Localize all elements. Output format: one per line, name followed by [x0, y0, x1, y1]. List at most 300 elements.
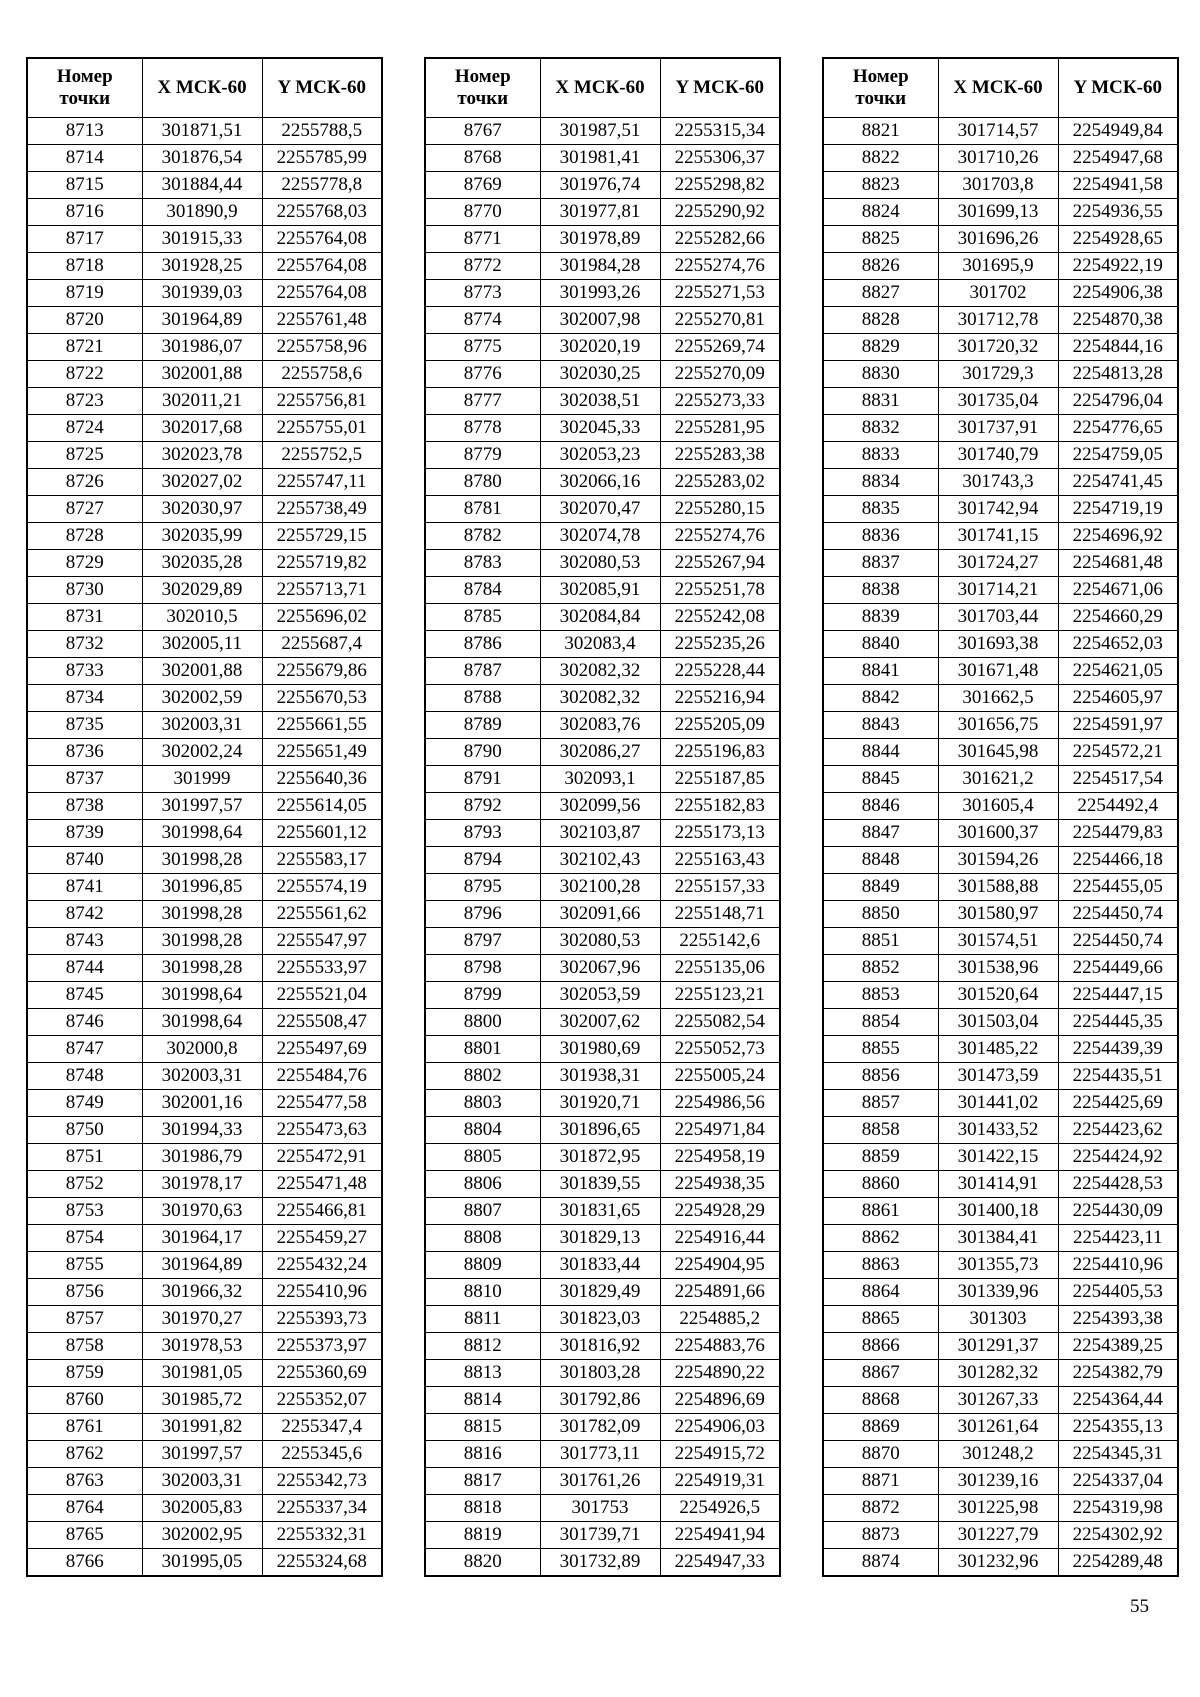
table-row [425, 226, 780, 253]
point-number-cell: 8838 [823, 577, 938, 604]
x-coordinate-cell: 301981,41 [540, 145, 660, 172]
table-row [27, 1360, 382, 1387]
header-point-number: Номер точки [823, 58, 938, 118]
header-y-coordinate: Y МСК-60 [262, 58, 382, 118]
y-coordinate-cell: 2255713,71 [262, 577, 382, 604]
point-number-cell: 8759 [27, 1360, 142, 1387]
table-row [27, 1387, 382, 1414]
point-number-cell: 8849 [823, 874, 938, 901]
point-number-cell: 8766 [27, 1549, 142, 1577]
x-coordinate-cell: 302001,88 [142, 361, 262, 388]
point-number-cell: 8732 [27, 631, 142, 658]
point-number-cell: 8860 [823, 1171, 938, 1198]
table-row [425, 631, 780, 658]
point-number-cell: 8834 [823, 469, 938, 496]
x-coordinate-cell: 302011,21 [142, 388, 262, 415]
y-coordinate-cell: 2255747,11 [262, 469, 382, 496]
table-row [425, 604, 780, 631]
table-header-row [823, 58, 1178, 118]
x-coordinate-cell: 301871,51 [142, 118, 262, 145]
x-coordinate-cell: 301291,37 [938, 1333, 1058, 1360]
y-coordinate-cell: 2254671,06 [1058, 577, 1178, 604]
y-coordinate-cell: 2254986,56 [660, 1090, 780, 1117]
point-number-cell: 8734 [27, 685, 142, 712]
y-coordinate-cell: 2254919,31 [660, 1468, 780, 1495]
point-number-cell: 8761 [27, 1414, 142, 1441]
table-row [823, 388, 1178, 415]
point-number-cell: 8792 [425, 793, 540, 820]
table-row [425, 982, 780, 1009]
table-row [27, 1144, 382, 1171]
point-number-cell: 8868 [823, 1387, 938, 1414]
y-coordinate-cell: 2254896,69 [660, 1387, 780, 1414]
point-number-cell: 8820 [425, 1549, 540, 1577]
x-coordinate-cell: 301303 [938, 1306, 1058, 1333]
y-coordinate-cell: 2254389,25 [1058, 1333, 1178, 1360]
point-number-cell: 8812 [425, 1333, 540, 1360]
y-coordinate-cell: 2255135,06 [660, 955, 780, 982]
point-number-cell: 8722 [27, 361, 142, 388]
y-coordinate-cell: 2255315,34 [660, 118, 780, 145]
x-coordinate-cell: 301928,25 [142, 253, 262, 280]
x-coordinate-cell: 301792,86 [540, 1387, 660, 1414]
x-coordinate-cell: 302003,31 [142, 1063, 262, 1090]
point-number-cell: 8874 [823, 1549, 938, 1577]
x-coordinate-cell: 302005,11 [142, 631, 262, 658]
y-coordinate-cell: 2255273,33 [660, 388, 780, 415]
y-coordinate-cell: 2255242,08 [660, 604, 780, 631]
table-row [27, 1495, 382, 1522]
point-number-cell: 8740 [27, 847, 142, 874]
x-coordinate-cell: 301994,33 [142, 1117, 262, 1144]
point-number-cell: 8833 [823, 442, 938, 469]
header-x-coordinate: X МСК-60 [540, 58, 660, 118]
x-coordinate-cell: 301803,28 [540, 1360, 660, 1387]
point-number-cell: 8871 [823, 1468, 938, 1495]
table-row [425, 334, 780, 361]
table-row [823, 307, 1178, 334]
x-coordinate-cell: 302084,84 [540, 604, 660, 631]
point-number-cell: 8729 [27, 550, 142, 577]
table-row [27, 577, 382, 604]
y-coordinate-cell: 2254435,51 [1058, 1063, 1178, 1090]
y-coordinate-cell: 2255283,38 [660, 442, 780, 469]
point-number-cell: 8848 [823, 847, 938, 874]
y-coordinate-cell: 2255163,43 [660, 847, 780, 874]
table-row [425, 739, 780, 766]
table-row [823, 1414, 1178, 1441]
x-coordinate-cell: 302002,59 [142, 685, 262, 712]
table-row [425, 1090, 780, 1117]
y-coordinate-cell: 2255052,73 [660, 1036, 780, 1063]
table-row [823, 1252, 1178, 1279]
x-coordinate-cell: 301520,64 [938, 982, 1058, 1009]
point-number-cell: 8857 [823, 1090, 938, 1117]
point-number-cell: 8747 [27, 1036, 142, 1063]
y-coordinate-cell: 2255738,49 [262, 496, 382, 523]
y-coordinate-cell: 2255216,94 [660, 685, 780, 712]
point-number-cell: 8835 [823, 496, 938, 523]
table-row [27, 604, 382, 631]
y-coordinate-cell: 2254938,35 [660, 1171, 780, 1198]
table-row [823, 1171, 1178, 1198]
table-row [27, 712, 382, 739]
x-coordinate-cell: 301829,49 [540, 1279, 660, 1306]
y-coordinate-cell: 2255788,5 [262, 118, 382, 145]
table-row [27, 1333, 382, 1360]
point-number-cell: 8736 [27, 739, 142, 766]
y-coordinate-cell: 2254428,53 [1058, 1171, 1178, 1198]
x-coordinate-cell: 302099,56 [540, 793, 660, 820]
y-coordinate-cell: 2255679,86 [262, 658, 382, 685]
x-coordinate-cell: 301984,28 [540, 253, 660, 280]
x-coordinate-cell: 301993,26 [540, 280, 660, 307]
y-coordinate-cell: 2255173,13 [660, 820, 780, 847]
x-coordinate-cell: 301400,18 [938, 1198, 1058, 1225]
point-number-cell: 8754 [27, 1225, 142, 1252]
y-coordinate-cell: 2255729,15 [262, 523, 382, 550]
table-row [425, 361, 780, 388]
x-coordinate-cell: 302053,59 [540, 982, 660, 1009]
point-number-cell: 8853 [823, 982, 938, 1009]
y-coordinate-cell: 2254393,38 [1058, 1306, 1178, 1333]
table-row [425, 1117, 780, 1144]
x-coordinate-cell: 301939,03 [142, 280, 262, 307]
point-number-cell: 8805 [425, 1144, 540, 1171]
y-coordinate-cell: 2254439,39 [1058, 1036, 1178, 1063]
table-row [823, 1468, 1178, 1495]
table-row [823, 577, 1178, 604]
table-row [27, 1090, 382, 1117]
y-coordinate-cell: 2254479,83 [1058, 820, 1178, 847]
table-row [823, 1117, 1178, 1144]
x-coordinate-cell: 301729,3 [938, 361, 1058, 388]
point-number-cell: 8872 [823, 1495, 938, 1522]
table-row [425, 469, 780, 496]
table-row [823, 793, 1178, 820]
point-number-cell: 8854 [823, 1009, 938, 1036]
y-coordinate-cell: 2254423,62 [1058, 1117, 1178, 1144]
table-row [27, 1468, 382, 1495]
table-row [27, 982, 382, 1009]
x-coordinate-cell: 301742,94 [938, 496, 1058, 523]
point-number-cell: 8763 [27, 1468, 142, 1495]
x-coordinate-cell: 301282,32 [938, 1360, 1058, 1387]
x-coordinate-cell: 301645,98 [938, 739, 1058, 766]
x-coordinate-cell: 301741,15 [938, 523, 1058, 550]
table-row [27, 1414, 382, 1441]
y-coordinate-cell: 2254890,22 [660, 1360, 780, 1387]
x-coordinate-cell: 302070,47 [540, 496, 660, 523]
table-row [425, 388, 780, 415]
table-row [27, 469, 382, 496]
point-number-cell: 8748 [27, 1063, 142, 1090]
x-coordinate-cell: 302001,16 [142, 1090, 262, 1117]
table-row [425, 1522, 780, 1549]
x-coordinate-cell: 301588,88 [938, 874, 1058, 901]
x-coordinate-cell: 302010,5 [142, 604, 262, 631]
y-coordinate-cell: 2255719,82 [262, 550, 382, 577]
y-coordinate-cell: 2255758,96 [262, 334, 382, 361]
table-row [425, 1360, 780, 1387]
point-number-cell: 8714 [27, 145, 142, 172]
point-number-cell: 8852 [823, 955, 938, 982]
table-row [425, 1468, 780, 1495]
point-number-cell: 8749 [27, 1090, 142, 1117]
point-number-cell: 8839 [823, 604, 938, 631]
point-number-cell: 8786 [425, 631, 540, 658]
table-row [823, 1198, 1178, 1225]
point-number-cell: 8831 [823, 388, 938, 415]
table-row [823, 415, 1178, 442]
table-row [425, 577, 780, 604]
table-row [425, 766, 780, 793]
x-coordinate-cell: 301997,57 [142, 793, 262, 820]
y-coordinate-cell: 2255269,74 [660, 334, 780, 361]
y-coordinate-cell: 2255471,48 [262, 1171, 382, 1198]
x-coordinate-cell: 301998,28 [142, 928, 262, 955]
table-row [425, 1009, 780, 1036]
x-coordinate-cell: 301703,8 [938, 172, 1058, 199]
point-number-cell: 8800 [425, 1009, 540, 1036]
x-coordinate-cell: 301693,38 [938, 631, 1058, 658]
table-row [27, 1225, 382, 1252]
x-coordinate-cell: 301964,89 [142, 1252, 262, 1279]
table-row [823, 1387, 1178, 1414]
y-coordinate-cell: 2254492,4 [1058, 793, 1178, 820]
y-coordinate-cell: 2254430,09 [1058, 1198, 1178, 1225]
point-number-cell: 8774 [425, 307, 540, 334]
table-row [425, 523, 780, 550]
point-number-cell: 8784 [425, 577, 540, 604]
point-number-cell: 8718 [27, 253, 142, 280]
table-row [823, 1279, 1178, 1306]
x-coordinate-cell: 301662,5 [938, 685, 1058, 712]
table-row [823, 901, 1178, 928]
y-coordinate-cell: 2254813,28 [1058, 361, 1178, 388]
table-row [823, 334, 1178, 361]
point-number-cell: 8858 [823, 1117, 938, 1144]
table-row [425, 118, 780, 145]
point-number-cell: 8802 [425, 1063, 540, 1090]
y-coordinate-cell: 2255182,83 [660, 793, 780, 820]
x-coordinate-cell: 302083,4 [540, 631, 660, 658]
x-coordinate-cell: 301872,95 [540, 1144, 660, 1171]
y-coordinate-cell: 2254719,19 [1058, 496, 1178, 523]
table-row [27, 901, 382, 928]
coordinates-table-2 [424, 57, 781, 1577]
y-coordinate-cell: 2255764,08 [262, 253, 382, 280]
table-row [823, 1306, 1178, 1333]
point-number-cell: 8829 [823, 334, 938, 361]
table-row [27, 415, 382, 442]
x-coordinate-cell: 301831,65 [540, 1198, 660, 1225]
x-coordinate-cell: 301753 [540, 1495, 660, 1522]
y-coordinate-cell: 2254621,05 [1058, 658, 1178, 685]
x-coordinate-cell: 302080,53 [540, 928, 660, 955]
point-number-cell: 8777 [425, 388, 540, 415]
y-coordinate-cell: 2254906,38 [1058, 280, 1178, 307]
point-number-cell: 8818 [425, 1495, 540, 1522]
point-number-cell: 8815 [425, 1414, 540, 1441]
table-row [425, 1333, 780, 1360]
header-y-coordinate: Y МСК-60 [1058, 58, 1178, 118]
table-row [425, 1549, 780, 1577]
point-number-cell: 8762 [27, 1441, 142, 1468]
y-coordinate-cell: 2255274,76 [660, 253, 780, 280]
table-row [425, 712, 780, 739]
y-coordinate-cell: 2255142,6 [660, 928, 780, 955]
point-number-cell: 8741 [27, 874, 142, 901]
point-number-cell: 8753 [27, 1198, 142, 1225]
table-row [27, 820, 382, 847]
point-number-cell: 8778 [425, 415, 540, 442]
x-coordinate-cell: 301998,28 [142, 847, 262, 874]
point-number-cell: 8720 [27, 307, 142, 334]
point-number-cell: 8724 [27, 415, 142, 442]
point-number-cell: 8751 [27, 1144, 142, 1171]
x-coordinate-cell: 302017,68 [142, 415, 262, 442]
x-coordinate-cell: 301574,51 [938, 928, 1058, 955]
y-coordinate-cell: 2254949,84 [1058, 118, 1178, 145]
table-row [27, 550, 382, 577]
x-coordinate-cell: 301833,44 [540, 1252, 660, 1279]
y-coordinate-cell: 2254572,21 [1058, 739, 1178, 766]
point-number-cell: 8864 [823, 1279, 938, 1306]
point-number-cell: 8803 [425, 1090, 540, 1117]
y-coordinate-cell: 2254936,55 [1058, 199, 1178, 226]
x-coordinate-cell: 301761,26 [540, 1468, 660, 1495]
point-number-cell: 8869 [823, 1414, 938, 1441]
table-row [823, 658, 1178, 685]
y-coordinate-cell: 2254906,03 [660, 1414, 780, 1441]
table-row [823, 766, 1178, 793]
table-row [27, 226, 382, 253]
x-coordinate-cell: 302093,1 [540, 766, 660, 793]
table-row [27, 145, 382, 172]
x-coordinate-cell: 301890,9 [142, 199, 262, 226]
table-row [823, 361, 1178, 388]
y-coordinate-cell: 2254904,95 [660, 1252, 780, 1279]
point-number-cell: 8826 [823, 253, 938, 280]
table-row [425, 1495, 780, 1522]
table-row [425, 415, 780, 442]
table-row [823, 928, 1178, 955]
point-number-cell: 8733 [27, 658, 142, 685]
table-row [823, 1009, 1178, 1036]
y-coordinate-cell: 2255756,81 [262, 388, 382, 415]
point-number-cell: 8738 [27, 793, 142, 820]
y-coordinate-cell: 2254870,38 [1058, 307, 1178, 334]
y-coordinate-cell: 2254466,18 [1058, 847, 1178, 874]
point-number-cell: 8814 [425, 1387, 540, 1414]
point-number-cell: 8728 [27, 523, 142, 550]
x-coordinate-cell: 301743,3 [938, 469, 1058, 496]
x-coordinate-cell: 301227,79 [938, 1522, 1058, 1549]
point-number-cell: 8779 [425, 442, 540, 469]
point-number-cell: 8808 [425, 1225, 540, 1252]
table-row [27, 523, 382, 550]
y-coordinate-cell: 2254364,44 [1058, 1387, 1178, 1414]
x-coordinate-cell: 301977,81 [540, 199, 660, 226]
y-coordinate-cell: 2255755,01 [262, 415, 382, 442]
point-number-cell: 8775 [425, 334, 540, 361]
point-number-cell: 8717 [27, 226, 142, 253]
y-coordinate-cell: 2255280,15 [660, 496, 780, 523]
table-row [27, 1279, 382, 1306]
x-coordinate-cell: 301964,17 [142, 1225, 262, 1252]
y-coordinate-cell: 2255670,53 [262, 685, 382, 712]
point-number-cell: 8723 [27, 388, 142, 415]
x-coordinate-cell: 301485,22 [938, 1036, 1058, 1063]
table-row [425, 550, 780, 577]
table-row [27, 1522, 382, 1549]
y-coordinate-cell: 2255228,44 [660, 658, 780, 685]
point-number-cell: 8783 [425, 550, 540, 577]
point-number-cell: 8756 [27, 1279, 142, 1306]
table-row [27, 1009, 382, 1036]
x-coordinate-cell: 301699,13 [938, 199, 1058, 226]
page-number: 55 [1130, 1596, 1149, 1617]
table-row [27, 1549, 382, 1577]
y-coordinate-cell: 2255148,71 [660, 901, 780, 928]
point-number-cell: 8713 [27, 118, 142, 145]
y-coordinate-cell: 2255196,83 [660, 739, 780, 766]
table-row [27, 685, 382, 712]
point-number-cell: 8804 [425, 1117, 540, 1144]
table-row [27, 334, 382, 361]
table-row [823, 280, 1178, 307]
x-coordinate-cell: 302045,33 [540, 415, 660, 442]
y-coordinate-cell: 2255157,33 [660, 874, 780, 901]
x-coordinate-cell: 302020,19 [540, 334, 660, 361]
point-number-cell: 8799 [425, 982, 540, 1009]
y-coordinate-cell: 2254947,68 [1058, 145, 1178, 172]
x-coordinate-cell: 301225,98 [938, 1495, 1058, 1522]
point-number-cell: 8788 [425, 685, 540, 712]
x-coordinate-cell: 301980,69 [540, 1036, 660, 1063]
point-number-cell: 8769 [425, 172, 540, 199]
point-number-cell: 8755 [27, 1252, 142, 1279]
x-coordinate-cell: 302053,23 [540, 442, 660, 469]
point-number-cell: 8721 [27, 334, 142, 361]
x-coordinate-cell: 301232,96 [938, 1549, 1058, 1577]
y-coordinate-cell: 2255393,73 [262, 1306, 382, 1333]
y-coordinate-cell: 2254605,97 [1058, 685, 1178, 712]
point-number-cell: 8776 [425, 361, 540, 388]
x-coordinate-cell: 301995,05 [142, 1549, 262, 1577]
x-coordinate-cell: 302082,32 [540, 658, 660, 685]
y-coordinate-cell: 2255324,68 [262, 1549, 382, 1577]
point-number-cell: 8796 [425, 901, 540, 928]
point-number-cell: 8843 [823, 712, 938, 739]
point-number-cell: 8716 [27, 199, 142, 226]
header-x-coordinate: X МСК-60 [938, 58, 1058, 118]
y-coordinate-cell: 2254796,04 [1058, 388, 1178, 415]
y-coordinate-cell: 2254741,45 [1058, 469, 1178, 496]
y-coordinate-cell: 2254405,53 [1058, 1279, 1178, 1306]
x-coordinate-cell: 301355,73 [938, 1252, 1058, 1279]
point-number-cell: 8794 [425, 847, 540, 874]
point-number-cell: 8832 [823, 415, 938, 442]
table-row [27, 442, 382, 469]
y-coordinate-cell: 2255459,27 [262, 1225, 382, 1252]
y-coordinate-cell: 2254289,48 [1058, 1549, 1178, 1577]
table-row [425, 1063, 780, 1090]
point-number-cell: 8823 [823, 172, 938, 199]
y-coordinate-cell: 2255205,09 [660, 712, 780, 739]
x-coordinate-cell: 301985,72 [142, 1387, 262, 1414]
